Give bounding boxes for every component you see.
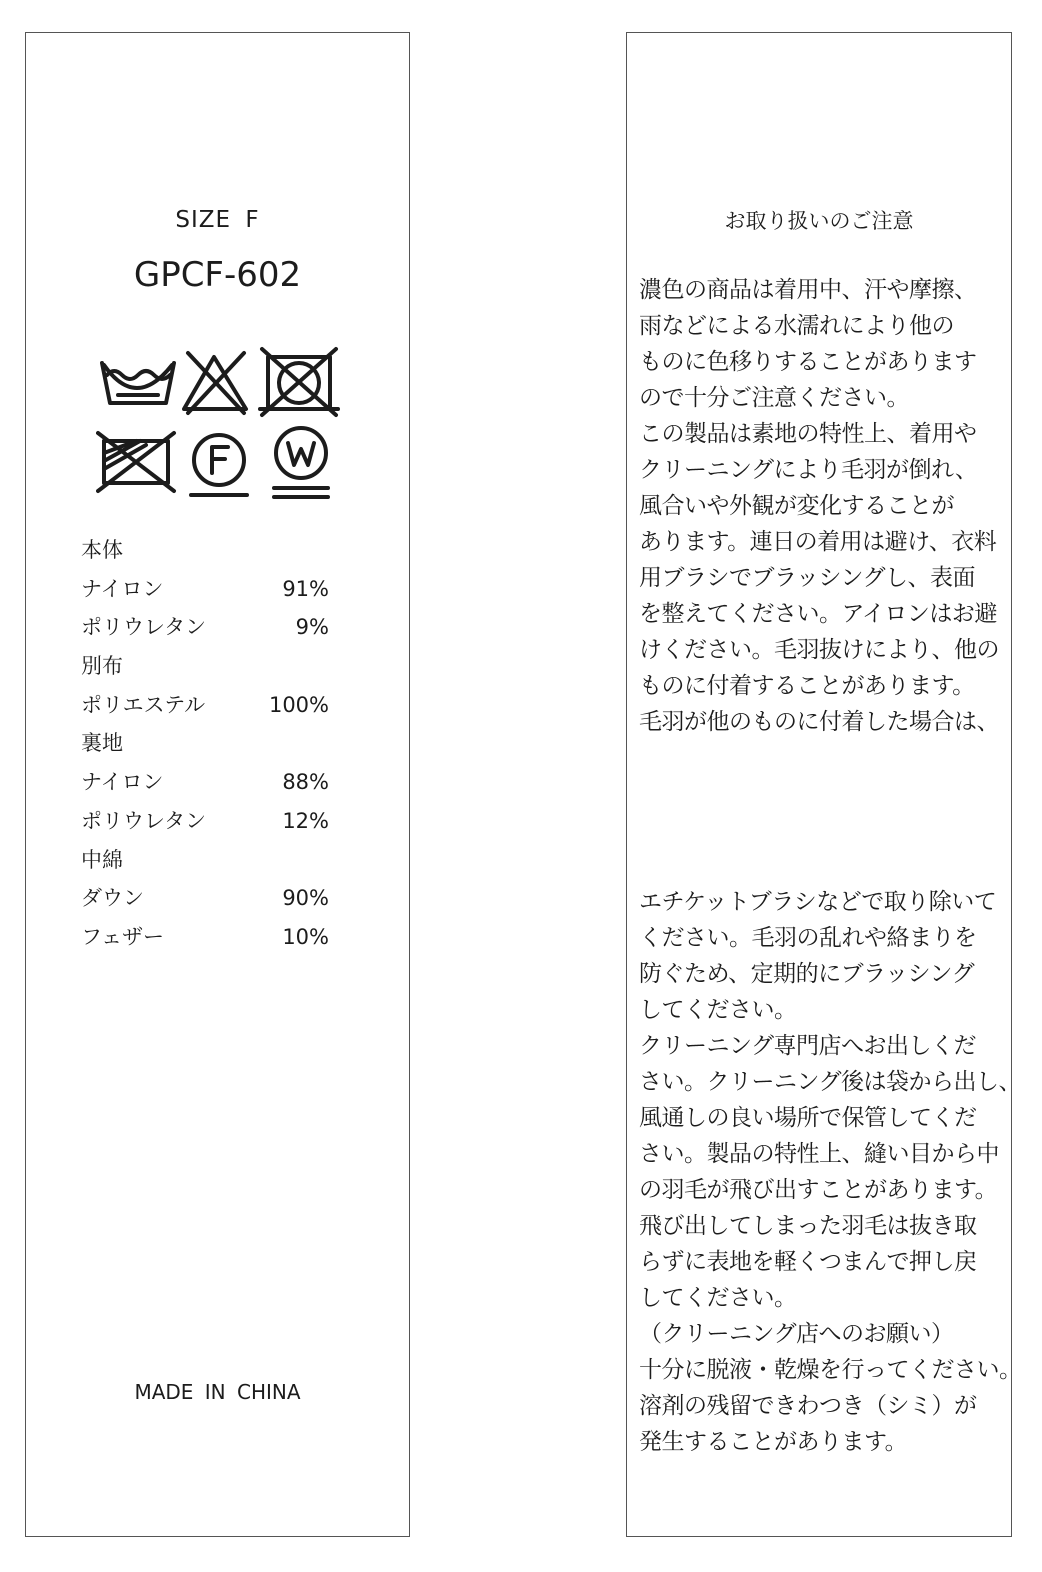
caution-text-block-1	[639, 272, 1009, 740]
fiber-name: ナイロン	[81, 576, 164, 601]
care-caution-label	[626, 32, 1022, 1537]
no-tumble-dry-icon	[260, 349, 338, 415]
caution-line: 飛び出してしまった羽毛は抜き取	[639, 1213, 977, 1239]
fiber-composition	[81, 531, 381, 957]
professional-wetcleaning-w-icon	[274, 428, 328, 497]
caution-line: クリーニング専門店へお出しくだ	[639, 1033, 977, 1059]
country-of-origin: MADE IN CHINA	[134, 1380, 301, 1404]
fiber-name: ナイロン	[81, 770, 164, 795]
caution-line: ください。毛羽の乱れや絡まりを	[639, 925, 977, 951]
fiber-percentage: 100%	[268, 692, 329, 717]
fiber-percentage: 91%	[282, 576, 329, 601]
caution-line: 風合いや外観が変化することが	[639, 493, 954, 519]
fiber-percentage: 88%	[282, 770, 329, 795]
fiber-name: ポリウレタン	[81, 615, 207, 640]
caution-line: エチケットブラシなどで取り除いて	[639, 889, 997, 915]
caution-line: 濃色の商品は着用中、汗や摩擦、	[639, 277, 977, 303]
caution-line: 十分に脱液・乾燥を行ってください。	[639, 1357, 1022, 1383]
caution-line: この製品は素地の特性上、着用や	[639, 421, 977, 447]
caution-line: してください。	[639, 1285, 797, 1311]
fiber-name: フェザー	[81, 924, 164, 949]
fiber-name: 裏地	[81, 731, 123, 756]
caution-line: 防ぐため、定期的にブラッシング	[639, 961, 975, 987]
caution-line: 風通しの良い場所で保管してくだ	[639, 1105, 977, 1131]
fiber-name: 本体	[81, 538, 123, 562]
caution-line: クリーニングにより毛羽が倒れ、	[639, 457, 978, 483]
composition-row	[81, 763, 381, 802]
caution-line: 毛羽が他のものに付着した場合は、	[639, 709, 999, 735]
composition-row	[81, 841, 381, 880]
caution-line: 発生することがあります。	[639, 1429, 908, 1455]
fiber-name: 中綿	[81, 847, 123, 872]
composition-row	[81, 879, 381, 918]
caution-line: してください。	[639, 997, 797, 1023]
shade-flat-dry-icon	[98, 433, 174, 491]
fiber-name: ポリウレタン	[81, 808, 207, 833]
fiber-percentage: 90%	[282, 886, 329, 911]
fiber-percentage: 12%	[282, 808, 329, 833]
professional-drycleaning-f-icon	[191, 435, 247, 495]
fiber-name: 別布	[81, 654, 123, 679]
no-bleach-icon	[184, 353, 246, 413]
caution-line: 溶剤の残留できわつき（シミ）が	[639, 1393, 977, 1419]
caution-line: ので十分ご注意ください。	[639, 385, 909, 411]
caution-line: を整えてください。アイロンはお避	[639, 601, 997, 627]
caution-line: さい。クリーニング後は袋から出し、	[639, 1069, 1022, 1095]
fiber-name: ダウン	[81, 886, 144, 911]
caution-line: ものに付着することがあります。	[639, 673, 975, 699]
caution-line: （クリーニング店へのお願い）	[639, 1321, 954, 1347]
composition-row	[81, 608, 381, 647]
caution-line: ものに色移りすることがあります	[639, 349, 977, 375]
fiber-percentage: 10%	[282, 924, 329, 949]
size-text: SIZE F	[175, 207, 260, 233]
composition-row	[81, 531, 381, 570]
size-composition-label	[25, 32, 410, 1537]
caution-line: けください。毛羽抜けにより、他の	[639, 637, 999, 663]
composition-row	[81, 647, 381, 686]
caution-line: あります。連日の着用は避け、衣料	[639, 529, 997, 555]
caution-line: さい。製品の特性上、縫い目から中	[639, 1141, 999, 1167]
hand-wash-icon	[102, 363, 174, 403]
composition-row	[81, 570, 381, 609]
caution-line: らずに表地を軽くつまんで押し戻	[639, 1249, 977, 1275]
caution-line: 用ブラシでブラッシングし、表面	[639, 565, 976, 591]
caution-line: の羽毛が飛び出すことがあります。	[639, 1177, 998, 1203]
caution-text-block-2	[639, 884, 1022, 1460]
caution-line: 雨などによる水濡れにより他の	[639, 313, 954, 339]
fiber-percentage: 9%	[295, 615, 329, 640]
model-number: GPCF-602	[133, 255, 302, 295]
composition-row	[81, 802, 381, 841]
caution-title: お取り扱いのご注意	[724, 209, 914, 233]
fiber-name: ポリエステル	[81, 692, 206, 717]
composition-row	[81, 686, 381, 725]
care-symbols	[96, 345, 346, 505]
composition-row	[81, 724, 381, 763]
composition-row	[81, 918, 381, 957]
